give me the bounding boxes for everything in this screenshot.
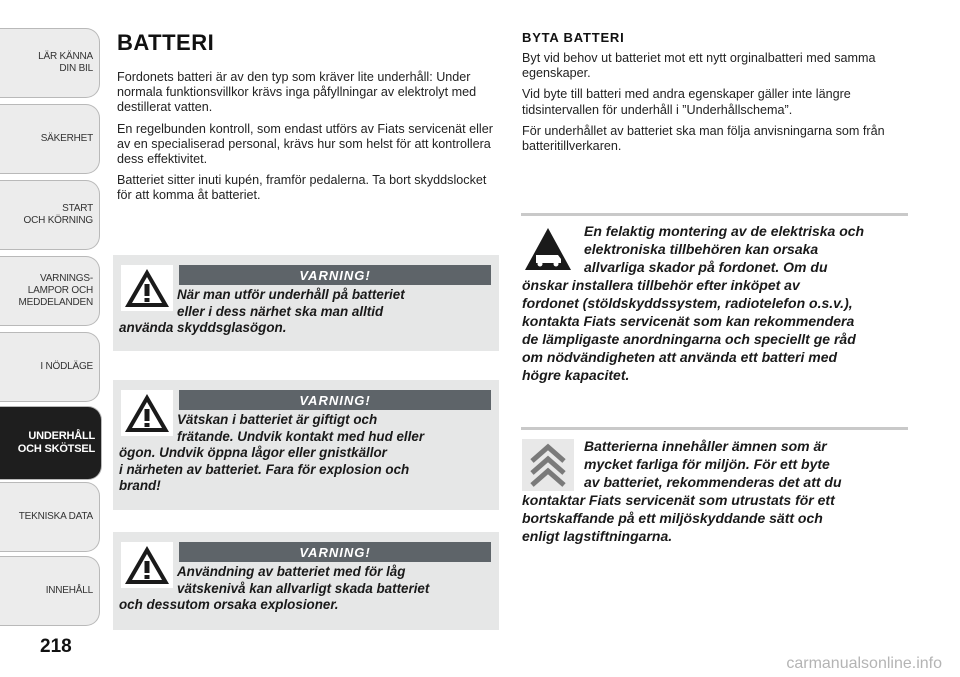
note-line: enligt lagstiftningarna.: [522, 528, 673, 544]
warning-header: VARNING!: [179, 542, 491, 562]
warning-triangle-icon: [121, 265, 173, 311]
paragraph: För underhållet av batteriet ska man följa anvisningarna som från batteritillverkaren.: [522, 123, 885, 154]
warning-line: När man utför underhåll på batteriet: [177, 287, 405, 302]
warning-header: VARNING!: [179, 265, 491, 285]
note-line: kontakta Fiats servicenät som kan rekommendera: [522, 313, 855, 329]
tab-sakerhet[interactable]: SÄKERHET: [0, 104, 100, 174]
vehicle-warning-icon: [522, 224, 574, 276]
warning-line: i närheten av batteriet. Fara för explosion och: [119, 461, 410, 477]
note-line: de lämpligaste anordningarna och speciellt ge råd: [522, 331, 856, 347]
warning-line: eller i dess närhet ska man alltid: [177, 303, 384, 319]
tab-innehall[interactable]: INNEHÅLL: [0, 556, 100, 626]
warning-line: vätskenivå kan allvarligt skada batteriet: [177, 580, 430, 596]
tab-i-nodlage[interactable]: I NÖDLÄGE: [0, 332, 100, 402]
tab-varningslampor[interactable]: VARNINGS- LAMPOR OCH MEDDELANDEN: [0, 256, 100, 326]
warning-line: ögon. Undvik öppna lågor eller gnistkällor: [119, 445, 387, 461]
warning-triangle-icon: [121, 542, 173, 588]
tab-underhall-och-skotsel[interactable]: UNDERHÅLL OCH SKÖTSEL: [0, 406, 102, 480]
divider: [521, 427, 908, 430]
warning-text: [119, 287, 489, 337]
battery-section: [117, 30, 502, 210]
warning-triangle-icon: [121, 390, 173, 436]
paragraph: Vid byte till batteri med andra egenskaper gäller inte längre tidsintervallen för underhåll i ”Underhållschema”.: [522, 87, 851, 117]
note-line: av batteriet, rekommenderas det att du: [584, 474, 842, 490]
note-line: bortskaffande på ett miljöskyddande sätt och: [522, 510, 823, 526]
vehicle-note: [522, 222, 914, 384]
section-subtitle: BYTA BATTERI: [522, 30, 625, 45]
warning-line: brand!: [119, 478, 161, 494]
warning-line: frätande. Undvik kontakt med hud eller: [177, 428, 425, 444]
environment-note: [522, 437, 914, 545]
watermark: carmanualsonline.info: [786, 655, 942, 672]
note-line: allvarliga skador på fordonet. Om du: [584, 259, 828, 275]
warning-text: [119, 564, 489, 614]
note-line: elektroniska tillbehören kan orsaka: [584, 241, 819, 257]
warning-line: Användning av batteriet med för låg: [177, 564, 406, 579]
tab-tekniska-data[interactable]: TEKNISKA DATA: [0, 482, 100, 552]
warning-line: och dessutom orsaka explosioner.: [119, 597, 339, 613]
warning-text: [119, 412, 489, 495]
note-line: om nödvändigheten att använda ett batteri med: [522, 349, 838, 365]
paragraph: Byt vid behov ut batteriet mot ett nytt orginalbatteri med samma egenskaper.: [522, 51, 876, 81]
warning-box: [113, 255, 499, 351]
paragraph: Batteriet sitter inuti kupén, framför pedalerna. Ta bort skyddslocket för att komma åt batteriet.: [117, 173, 487, 203]
section-tabs: [0, 0, 102, 640]
warning-line: Vätskan i batteriet är giftigt och: [177, 412, 378, 427]
environment-chevrons-icon: [522, 439, 574, 491]
warning-header: VARNING!: [179, 390, 491, 410]
tab-start-och-korning[interactable]: START OCH KÖRNING: [0, 180, 100, 250]
page-title: BATTERI: [117, 30, 215, 55]
note-line: fordonet (stöldskyddssystem, radiotelefon o.s.v.),: [522, 295, 853, 311]
note-line: önskar installera tillbehör efter inköpet av: [522, 277, 800, 293]
note-line: Batterierna innehåller ämnen som är: [584, 438, 827, 454]
note-line: kontaktar Fiats servicenät som utrustats för ett: [522, 492, 835, 508]
note-line: mycket farliga för miljön. För ett byte: [584, 456, 830, 472]
warning-box: [113, 532, 499, 630]
note-line: högre kapacitet.: [522, 367, 630, 383]
page-number: 218: [40, 636, 72, 657]
divider: [521, 213, 908, 216]
note-line: En felaktig montering av de elektriska och: [584, 223, 865, 239]
warning-line: använda skyddsglasögon.: [119, 320, 287, 336]
warning-box: [113, 380, 499, 510]
paragraph: Fordonets batteri är av den typ som kräver lite underhåll: Under normala funktionsvillkor krävs inga påfyllningar av elektrolyt med destillerat vatten.: [117, 70, 477, 115]
tab-lar-kanna-din-bil[interactable]: LÄR KÄNNA DIN BIL: [0, 28, 100, 98]
replace-battery-section: [522, 30, 917, 160]
paragraph: En regelbunden kontroll, som endast utförs av Fiats servicenät eller av en specialiserad personal, krävs hur som helst för att kontrollera dess effektivitet.: [117, 121, 493, 167]
